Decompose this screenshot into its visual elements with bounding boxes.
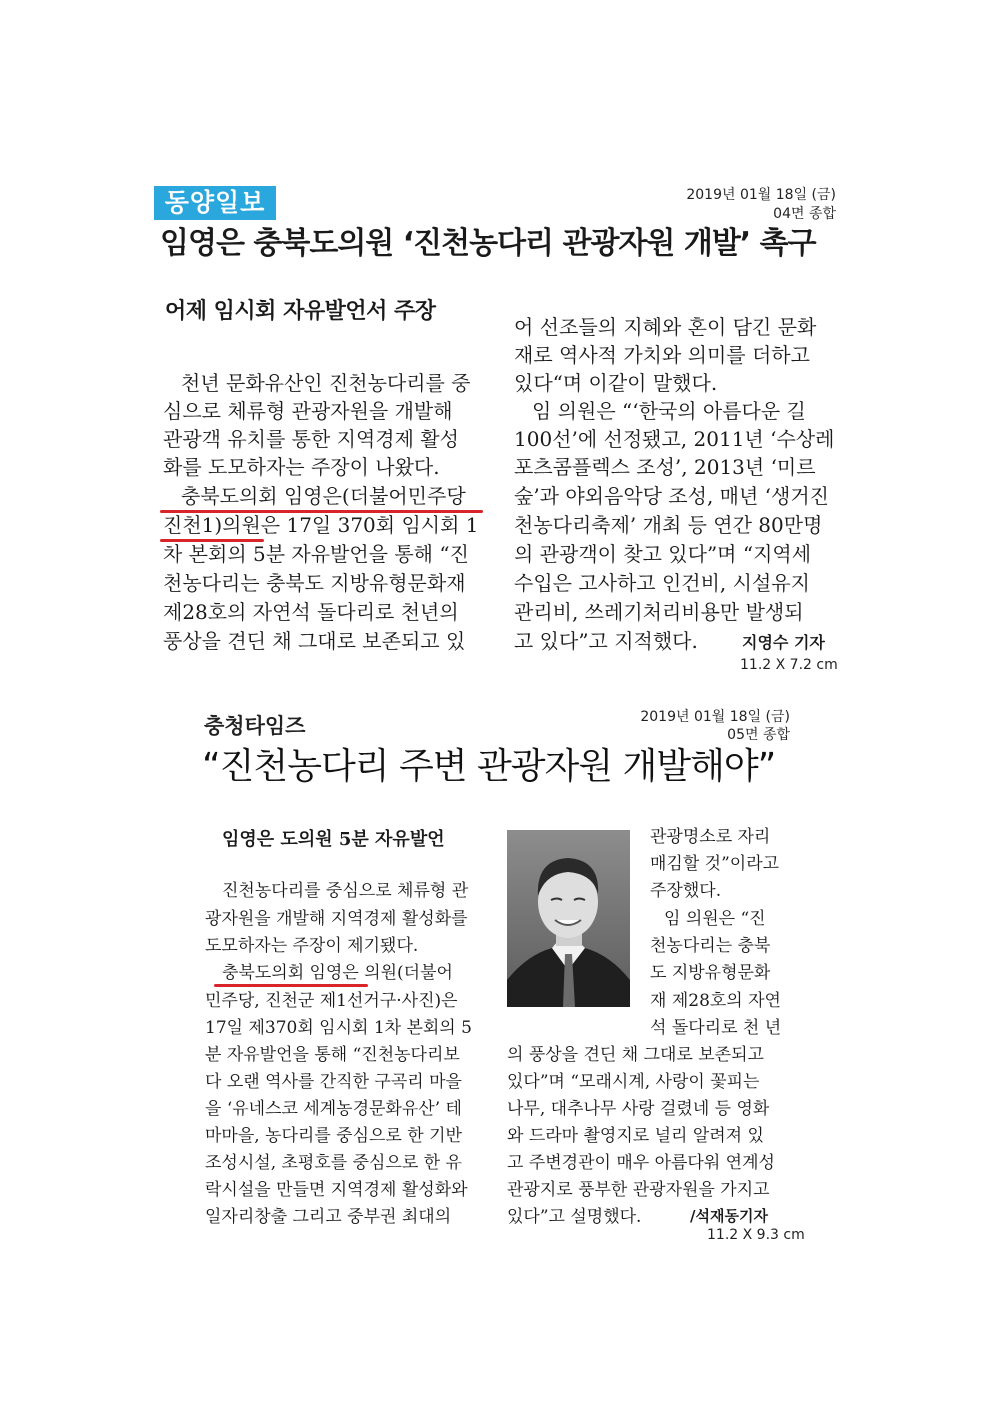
byline: 지영수 기자 (742, 633, 825, 652)
body-line: 와 드라마 촬영지로 널리 알려져 있 (507, 1126, 764, 1146)
body-line: 차 본회의 5분 자유발언을 통해 “진 (163, 542, 469, 566)
article-page: 04면 종합 (773, 206, 836, 222)
body-line: 충북도의회 임영은 의원(더불어 (222, 963, 453, 983)
body-line: 수입은 고사하고 인건비, 시설유지 (514, 571, 810, 595)
body-line: 을 ‘유네스코 세계농경문화유산’ 테 (205, 1099, 462, 1119)
body-line: 관광객 유치를 통한 지역경제 활성 (163, 427, 459, 451)
body-line: 심으로 체류형 관광자원을 개발해 (163, 399, 453, 423)
highlight-underline (214, 984, 368, 987)
body-line: 임 의원은 “진 (664, 909, 766, 929)
body-line: 일자리창출 그리고 중부권 최대의 (205, 1207, 452, 1227)
body-line: 분 자유발언을 통해 “진천농다리보 (205, 1045, 460, 1065)
body-line: 재 제28호의 자연 (650, 991, 781, 1011)
body-line: 어 선조들의 지혜와 혼이 담긴 문화 (514, 315, 817, 339)
body-line: 관광지로 풍부한 관광자원을 가지고 (507, 1180, 770, 1200)
body-line: 있다”며 “모래시계, 사랑이 꽃피는 (507, 1072, 760, 1092)
publication-logo-dongyang: 동양일보 (154, 186, 276, 220)
headline: 임영은 충북도의원 ‘진천농다리 관광자원 개발’ 촉구 (160, 226, 816, 261)
highlight-underline (160, 539, 264, 542)
body-line: 도모하자는 주장이 제기됐다. (205, 936, 419, 956)
body-line: 재로 역사적 가치와 의미를 더하고 (514, 343, 810, 367)
clipping-size: 11.2 X 9.3 cm (707, 1227, 805, 1243)
body-line: 관광명소로 자리 (650, 827, 771, 847)
body-line: 풍상을 견딘 채 그대로 보존되고 있 (163, 629, 466, 653)
body-line: 마마을, 농다리를 중심으로 한 기반 (205, 1126, 462, 1146)
subheadline: 어제 임시회 자유발언서 주장 (165, 299, 436, 324)
body-line: 광자원을 개발해 지역경제 활성화를 (205, 909, 468, 929)
body-line: 락시설을 만들면 지역경제 활성화와 (205, 1180, 468, 1200)
body-line: 의 풍상을 견딘 채 그대로 보존되고 (507, 1045, 764, 1065)
body-line: 천농다리축제’ 개최 등 연간 80만명 (514, 513, 823, 537)
body-line: 천농다리는 충북 (650, 936, 771, 956)
article-date: 2019년 01월 18일 (금) (686, 187, 836, 203)
body-line: 관리비, 쓰레기처리비용만 발생되 (514, 600, 804, 624)
body-line: 포츠콤플렉스 조성’, 2013년 ‘미르 (514, 455, 816, 479)
byline: /석재동기자 (690, 1207, 768, 1225)
body-line: 고 있다”고 지적했다. (514, 629, 698, 653)
body-line: 다 오랜 역사를 간직한 구곡리 마을 (205, 1072, 462, 1092)
body-line: 석 돌다리로 천 년 (650, 1018, 782, 1038)
body-line: 숲’과 야외음악당 조성, 매년 ‘생거진 (514, 484, 829, 508)
body-line: 진천농다리를 중심으로 체류형 관 (222, 881, 469, 901)
body-line: 천년 문화유산인 진천농다리를 중 (181, 371, 471, 395)
publication-logo-chungcheong: 충청타임즈 (204, 714, 306, 738)
body-line: 17일 제370회 임시회 1차 본회의 5 (205, 1018, 472, 1038)
article-date: 2019년 01월 18일 (금) (640, 709, 790, 725)
body-line: 있다“며 이같이 말했다. (514, 371, 718, 395)
body-line: 민주당, 진천군 제1선거구·사진)은 (205, 991, 458, 1011)
body-line: 진천1)의원은 17일 370회 임시회 1 (163, 513, 479, 537)
article-page: 05면 종합 (727, 727, 790, 743)
councilor-photo (507, 830, 630, 1007)
clipping-size: 11.2 X 7.2 cm (740, 657, 838, 673)
body-line: 의 관광객이 찾고 있다”며 “지역세 (514, 542, 812, 566)
body-line: 임 의원은 “‘한국의 아름다운 길 (532, 399, 806, 423)
body-line: 도 지방유형문화 (650, 963, 771, 983)
body-line: 나무, 대추나무 사랑 걸렸네 등 영화 (507, 1099, 770, 1119)
body-line: 충북도의회 임영은(더불어민주당 (181, 484, 466, 508)
body-line: 주장했다. (650, 881, 722, 901)
body-line: 매김할 것”이라고 (650, 854, 780, 874)
body-line: 화를 도모하자는 주장이 나왔다. (163, 455, 440, 479)
portrait-illustration (507, 830, 630, 1007)
body-line: 고 주변경관이 매우 아름다워 연계성 (507, 1153, 775, 1173)
body-line: 천농다리는 충북도 지방유형문화재 (163, 571, 466, 595)
body-line: 조성시설, 초평호를 중심으로 한 유 (205, 1153, 462, 1173)
subheadline: 임영은 도의원 5분 자유발언 (222, 829, 445, 850)
highlight-underline (160, 510, 483, 513)
body-line: 제28호의 자연석 돌다리로 천년의 (163, 600, 459, 624)
headline: “진천농다리 주변 관광자원 개발해야” (202, 746, 776, 787)
body-line: 있다”고 설명했다. (507, 1207, 642, 1227)
body-line: 100선’에 선정됐고, 2011년 ‘수상레 (514, 427, 835, 451)
